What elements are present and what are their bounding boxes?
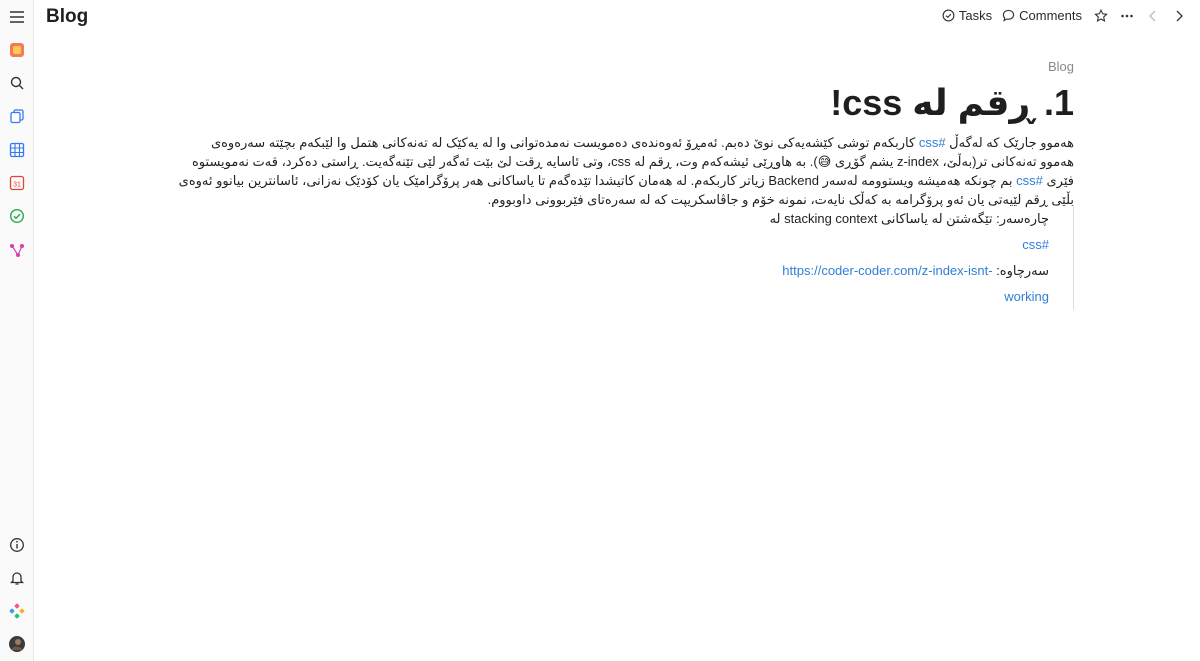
avatar[interactable] (7, 634, 27, 654)
source-line (744, 258, 1049, 310)
left-rail (0, 0, 34, 661)
document-title: Blog (46, 6, 89, 27)
comments-label: Comments (1019, 8, 1082, 23)
menu-icon[interactable] (7, 7, 27, 27)
chevron-right-icon[interactable] (1172, 9, 1186, 23)
source-link[interactable]: https://coder-coder.com/z-index-isnt-working (782, 263, 1049, 304)
solution-text: چارەسەر: تێگەشتن لە یاساکانی stacking context لە (769, 211, 1049, 226)
graph-icon[interactable] (7, 240, 27, 260)
pages-icon[interactable] (7, 106, 27, 126)
star-icon[interactable] (1094, 9, 1108, 23)
css-tag-link[interactable]: #css (918, 135, 946, 150)
breadcrumb[interactable]: Blog (1047, 59, 1074, 74)
more-options-icon[interactable] (1120, 9, 1134, 23)
css-tag-link[interactable]: #css (1022, 237, 1049, 252)
paragraph-text: بم چونکە هەمیشە ویستوومە لەسەر Backend زیاتر کاربکەم. لە هەمان کاتیشدا تێدەگەم تا یاساکانی هەر پرۆگرامێک یان کۆدێک نەزانی، ئاسانترین بیانوو ئەوەی بڵێی ڕقم لێیەتی یان ئەو پرۆگرامە بە کەڵک نایەت، نمونە خۆم و جاڤاسکریپت کە لە سەرەتای فێربوونی داوبووم. (178, 173, 1074, 207)
chevron-left-icon[interactable] (1146, 9, 1160, 23)
main-content (34, 34, 1200, 661)
tasks-button[interactable] (942, 8, 992, 23)
search-icon[interactable] (7, 73, 27, 93)
info-icon[interactable] (7, 535, 27, 555)
check-circle-icon[interactable] (7, 206, 27, 226)
toolbar (932, 8, 1186, 23)
css-tag-link[interactable]: #css (1016, 173, 1043, 188)
body-paragraph (174, 133, 1074, 209)
source-label: سەرچاوە: (992, 263, 1049, 278)
tasks-label: Tasks (958, 8, 993, 23)
solution-line (744, 206, 1049, 258)
photos-app-icon[interactable] (7, 40, 27, 60)
bell-icon[interactable] (7, 568, 27, 588)
paragraph-text: کاربکەم توشی کێشەیەکی نوێ دەبم. ئەمڕۆ ئەوەندەی دەمویست نەمدەتوانی وا لە یەکێک لە تەنەکانی هتمل وا لێبکەم بچێتە سەرەوەی هەموو تەنەکانی تر(بەڵێ، z-index یشم گۆڕی 😅). بە هاوڕێی ئیشەکەم وت، ڕقم لە css، وتی ئاسایە ڕقت لێ بێت ئەگەر لێی تێنەگەیت. ڕاستی دەکرد، قەت نەمویستوە فێری (192, 135, 1074, 188)
comment-icon (1002, 9, 1015, 22)
top-bar (34, 0, 1200, 34)
table-icon[interactable] (7, 140, 27, 160)
check-circle-icon (942, 9, 955, 22)
comments-button[interactable] (1002, 8, 1082, 23)
blockquote (744, 206, 1074, 310)
paragraph-text: هەموو جارێک کە لەگەڵ (945, 135, 1074, 150)
calendar-icon[interactable] (7, 173, 27, 193)
svg-text:31: 31 (13, 181, 21, 189)
sparkle-icon[interactable] (7, 601, 27, 621)
page-heading: 1. ڕقم لە css! (830, 82, 1074, 123)
